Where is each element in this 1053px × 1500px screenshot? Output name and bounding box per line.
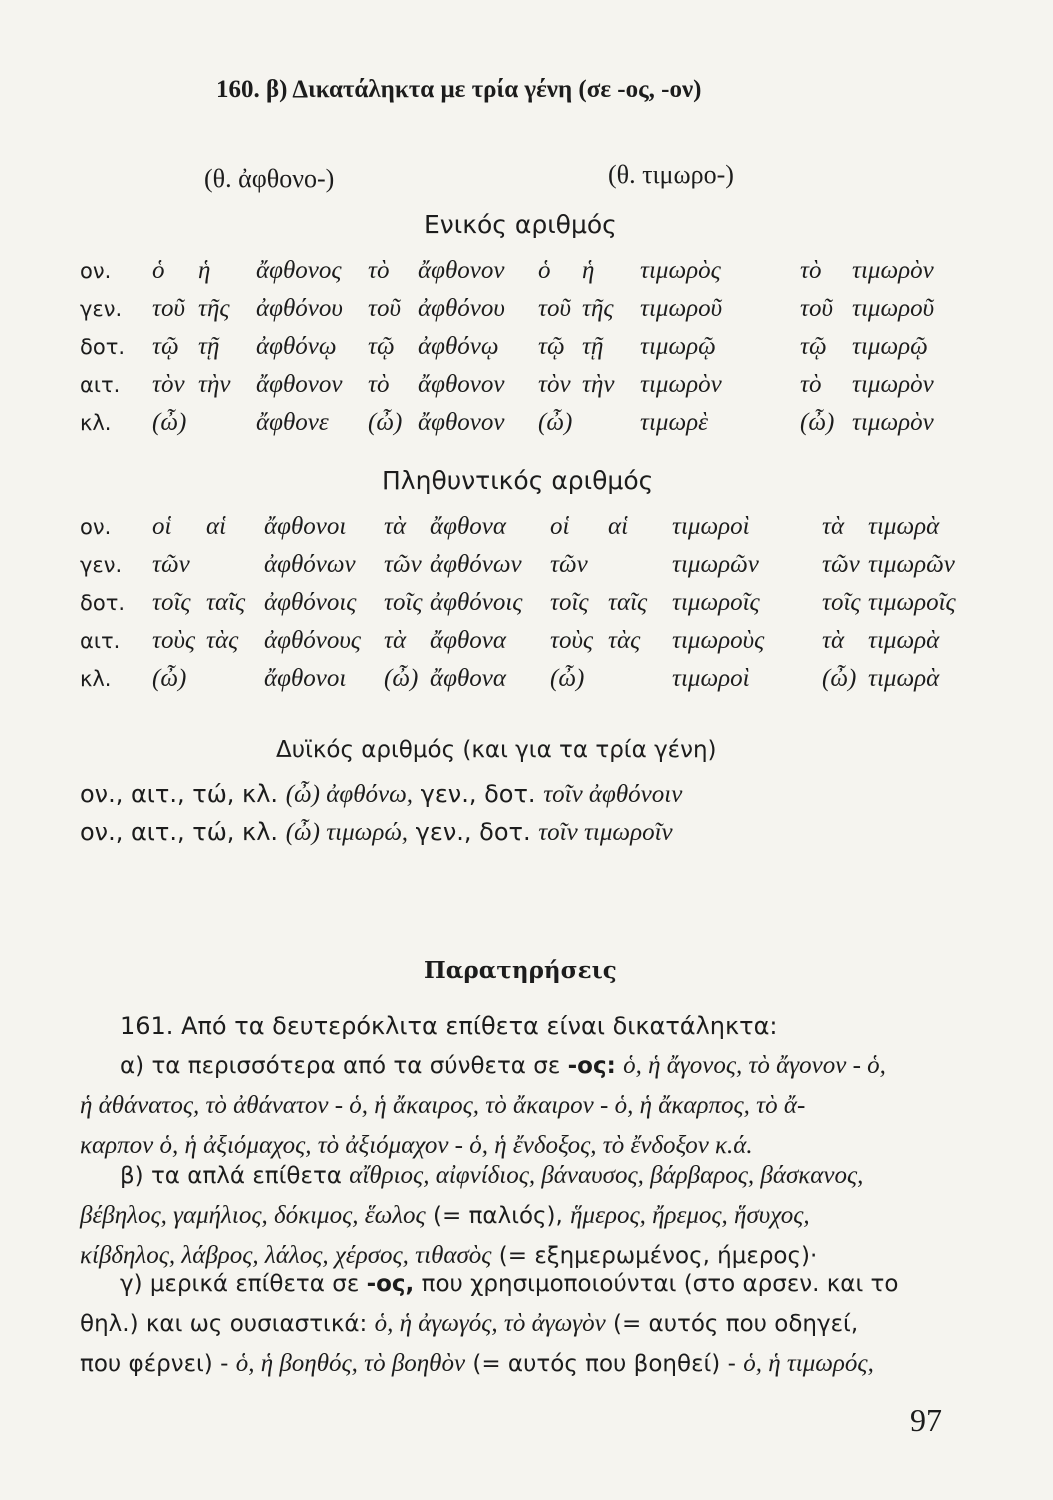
paradigm-form: τιμωρὸν — [852, 409, 934, 436]
page-number: 97 — [910, 1402, 942, 1438]
paradigm-form: τὰ — [822, 513, 845, 540]
paradigm-form: τὰ — [384, 627, 407, 654]
paradigm-form: ἀφθόνων — [430, 551, 522, 578]
paradigm-form: ἡ — [582, 257, 595, 284]
paradigm-form: ταῖς — [206, 589, 246, 616]
paradigm-form: τῷ — [152, 333, 179, 360]
item-a — [80, 1046, 960, 1166]
paradigm-form: τιμωρῶν — [672, 551, 759, 578]
paradigm-form: ἀφθόνοις — [264, 589, 357, 616]
dual-case-label: ον., αιτ., τώ, κλ. — [80, 818, 279, 846]
paradigm-form: τῇ — [582, 333, 604, 360]
item-b-examples: κίβδηλος, λάβρος, λάλος, χέρσος, τιθασὸς — [80, 1242, 492, 1269]
paradigm-form: τὸν — [538, 371, 571, 398]
paradigm-form: τῷ — [368, 333, 395, 360]
case-label: ον. — [80, 259, 112, 283]
paradigm-form: τιμωροῖς — [868, 589, 956, 616]
item-a-suffix: -ος: — [567, 1053, 616, 1079]
paradigm-form: τὸ — [368, 257, 390, 284]
item-c-examples: ὁ, ἡ ἀγωγός, τὸ ἀγωγὸν — [374, 1310, 606, 1337]
paradigm-form: τῇ — [198, 333, 220, 360]
paradigm-form: τιμωροὶ — [672, 665, 750, 692]
stem-aphthono: (θ. ἀφθονο-) — [204, 164, 335, 193]
paradigm-form: (ὦ) — [152, 409, 187, 436]
case-label: κλ. — [80, 667, 112, 691]
paradigm-form: (ὦ) — [800, 409, 835, 436]
paradigm-row — [80, 508, 998, 546]
paradigm-form: (ὦ) — [384, 665, 419, 692]
singular-title: Ενικός αριθμός — [424, 210, 617, 239]
dual-form: (ὦ) ἀφθόνω, — [285, 781, 413, 808]
paradigm-form: τιμωροὺς — [672, 627, 765, 654]
dual-form: τοῖν τιμωροῖν — [538, 819, 673, 846]
paradigm-form: (ὦ) — [822, 665, 857, 692]
paradigm-row — [80, 622, 998, 660]
paradigm-form: τοῦ — [368, 295, 401, 322]
paradigm-form: αἱ — [206, 513, 227, 540]
paradigm-form — [608, 546, 672, 584]
paradigm-form: (ὦ) — [550, 665, 585, 692]
paradigm-form: τὸ — [800, 257, 822, 284]
dual-line-timoros — [80, 818, 673, 847]
item-c-examples: ὁ, ἡ βοηθός, τὸ βοηθὸν — [235, 1350, 466, 1377]
paradigm-form: τοῦ — [152, 295, 185, 322]
dual-form: τοῖν ἀφθόνοιν — [543, 781, 683, 808]
dual-case-label: ον., αιτ., τώ, κλ. — [80, 780, 279, 808]
paradigm-form: ἀφθόνου — [418, 295, 505, 322]
paradigm-form: τὴν — [582, 371, 615, 398]
paradigm-form: τοὺς — [550, 627, 594, 654]
paradigm-form: τιμωρὸν — [640, 371, 722, 398]
paradigm-form: τιμωρὰ — [868, 665, 940, 692]
paradigm-form — [206, 660, 264, 698]
item-a-examples: καρπον ὁ, ἡ ἀξιόμαχος, τὸ ἀξιόμαχον - ὁ, ἡ ἔνδοξος, τὸ ἔνδοξον κ.ά. — [80, 1132, 753, 1159]
paradigm-form: τιμωρῶν — [868, 551, 955, 578]
item-c — [80, 1264, 960, 1384]
paradigm-form — [198, 404, 256, 442]
paradigm-form: ταῖς — [608, 589, 648, 616]
case-label: ον. — [80, 515, 112, 539]
paradigm-form: ὁ — [152, 257, 165, 284]
paradigm-form: ἄφθονος — [256, 257, 342, 284]
paradigm-row — [80, 366, 982, 404]
case-label: γεν. — [80, 297, 123, 321]
paradigm-form: τὰς — [206, 627, 239, 654]
paradigm-form: τιμωροὶ — [672, 513, 750, 540]
dual-case-label: γεν., δοτ. — [415, 818, 531, 846]
paradigm-form: τιμωρῷ — [640, 333, 716, 360]
paradigm-form: τὰ — [822, 627, 845, 654]
paradigm-form: ὁ — [538, 257, 551, 284]
item-c-text: που χρησιμοποιούνται (στο αρσεν. και το — [421, 1271, 899, 1297]
paradigm-form: τοῖς — [822, 589, 861, 616]
item-a-examples: ἡ ἀθάνατος, τὸ ἀθάνατον - ὁ, ἡ ἄκαιρος, τὸ ἄκαιρον - ὁ, ἡ ἄκαρπος, τὸ ἄ- — [80, 1092, 806, 1119]
paradigm-form: τιμωρὸς — [640, 257, 721, 284]
dual-case-label: γεν., δοτ. — [420, 780, 536, 808]
paradigm-row — [80, 404, 982, 442]
singular-table — [80, 252, 982, 442]
paradigm-form: αἱ — [608, 513, 629, 540]
item-b — [80, 1156, 960, 1276]
paradigm-form: τιμωρὸν — [852, 257, 934, 284]
paradigm-form: τιμωρὲ — [640, 409, 708, 436]
paradigm-form: τιμωρὰ — [868, 627, 940, 654]
paradigm-form — [206, 546, 264, 584]
paradigm-form: ἄφθονε — [256, 409, 329, 436]
item-a-intro: α) τα περισσότερα από τα σύνθετα σε — [120, 1053, 561, 1079]
paradigm-form: (ὦ) — [538, 409, 573, 436]
paradigm-form: (ὦ) — [152, 665, 187, 692]
paradigm-form: τὰς — [608, 627, 641, 654]
paradigm-row — [80, 328, 982, 366]
paradigm-row — [80, 252, 982, 290]
paradigm-form: ἄφθονα — [430, 513, 506, 540]
paradigm-form — [608, 660, 672, 698]
section-heading: 160. β) Δικατάληκτα με τρία γένη (σε -ος, -ον) — [216, 76, 702, 103]
paradigm-form: ἀφθόνους — [264, 627, 361, 654]
paradigm-form: τὸν — [152, 371, 185, 398]
paradigm-form: ἄφθονον — [418, 257, 505, 284]
item-b-examples: αἴθριος, αἰφνίδιος, βάναυσος, βάρβαρος, βάσκανος, — [349, 1162, 864, 1189]
dual-line-aphthonos — [80, 780, 682, 809]
paradigm-form: τοῦ — [800, 295, 833, 322]
paradigm-form: ἡ — [198, 257, 211, 284]
paradigm-form: οἱ — [550, 513, 570, 540]
item-b-gloss: (= παλιός), — [433, 1203, 563, 1229]
paradigm-row — [80, 290, 982, 328]
paradigm-form: τιμωρὰ — [868, 513, 940, 540]
item-c-suffix: -ος, — [366, 1271, 415, 1297]
paradigm-form: ἄφθονοι — [264, 665, 347, 692]
case-label: δοτ. — [80, 591, 126, 615]
paradigm-form: τὸ — [368, 371, 390, 398]
paradigm-form: ἀφθόνοις — [430, 589, 523, 616]
case-label: αιτ. — [80, 629, 121, 653]
plural-table — [80, 508, 998, 698]
item-b-examples: βέβηλος, γαμήλιος, δόκιμος, ἕωλος — [80, 1202, 426, 1229]
case-label: κλ. — [80, 411, 112, 435]
case-label: αιτ. — [80, 373, 121, 397]
paradigm-form: (ὦ) — [368, 409, 403, 436]
item-a-examples: ὁ, ἡ ἄγονος, τὸ ἄγονον - ὁ, — [623, 1052, 886, 1079]
item-b-intro: β) τα απλά επίθετα — [120, 1163, 342, 1189]
paradigm-form: τῶν — [384, 551, 422, 578]
paradigm-form: ἄφθονα — [430, 665, 506, 692]
paradigm-form: τοῖς — [384, 589, 423, 616]
paradigm-form: τοῖς — [550, 589, 589, 616]
paradigm-form: ἄφθονον — [418, 371, 505, 398]
paradigm-form: τῶν — [152, 551, 190, 578]
observations-title: Παρατηρήσεις — [424, 957, 617, 984]
paradigm-form: τῶν — [550, 551, 588, 578]
paradigm-form: ἀφθόνῳ — [418, 333, 499, 360]
paragraph-161-text: 161. Από τα δευτερόκλιτα επίθετα είναι δικατάληκτα: — [120, 1012, 778, 1040]
paradigm-form: τὸ — [800, 371, 822, 398]
dual-title: Δυϊκός αριθμός (και για τα τρία γένη) — [276, 737, 717, 763]
paradigm-form: ἄφθονοι — [264, 513, 347, 540]
paradigm-form: τιμωροῖς — [672, 589, 760, 616]
paradigm-form: τῶν — [822, 551, 860, 578]
item-c-examples: ὁ, ἡ τιμωρός, — [743, 1350, 874, 1377]
stem-timoro: (θ. τιμωρο-) — [608, 160, 734, 189]
case-label: δοτ. — [80, 335, 126, 359]
item-b-examples: ἥμερος, ἤρεμος, ἥσυχος, — [570, 1202, 810, 1229]
paradigm-form — [582, 404, 640, 442]
paradigm-form: ἄφθονον — [418, 409, 505, 436]
paradigm-form: ἄφθονον — [256, 371, 343, 398]
paradigm-form: τοὺς — [152, 627, 196, 654]
paradigm-form: τοῖς — [152, 589, 191, 616]
paradigm-form: τοῦ — [538, 295, 571, 322]
paradigm-form: τιμωροῦ — [852, 295, 935, 322]
item-c-gloss: (= αυτός που βοηθεί) - — [472, 1351, 736, 1377]
item-b-gloss: (= εξημερωμένος, ήμερος)· — [498, 1243, 818, 1269]
plural-title: Πληθυντικός αριθμός — [382, 466, 654, 495]
item-c-gloss: (= αυτός που οδηγεί, — [612, 1311, 859, 1337]
paradigm-form: ἀφθόνων — [264, 551, 356, 578]
paradigm-form: ἀφθόνῳ — [256, 333, 337, 360]
paradigm-form: τὴν — [198, 371, 231, 398]
paradigm-form: τῆς — [582, 295, 614, 322]
paradigm-row — [80, 584, 998, 622]
paradigm-form: ἀφθόνου — [256, 295, 343, 322]
item-c-text: που φέρνει) - — [80, 1351, 229, 1377]
paradigm-form: τὰ — [384, 513, 407, 540]
item-c-text: θηλ.) και ως ουσιαστικά: — [80, 1311, 368, 1337]
case-label: γεν. — [80, 553, 123, 577]
paradigm-form: τῷ — [538, 333, 565, 360]
paragraph-161 — [80, 1006, 960, 1046]
paradigm-form: τιμωρὸν — [852, 371, 934, 398]
paradigm-form: τιμωροῦ — [640, 295, 723, 322]
dual-form: (ὦ) τιμωρώ, — [285, 819, 409, 846]
paradigm-form: οἱ — [152, 513, 172, 540]
item-c-intro: γ) μερικά επίθετα σε — [120, 1271, 360, 1297]
paradigm-form: τιμωρῷ — [852, 333, 928, 360]
paradigm-form: ἄφθονα — [430, 627, 506, 654]
paradigm-row — [80, 660, 998, 698]
paradigm-form: τῷ — [800, 333, 827, 360]
paradigm-row — [80, 546, 998, 584]
paradigm-form: τῆς — [198, 295, 230, 322]
